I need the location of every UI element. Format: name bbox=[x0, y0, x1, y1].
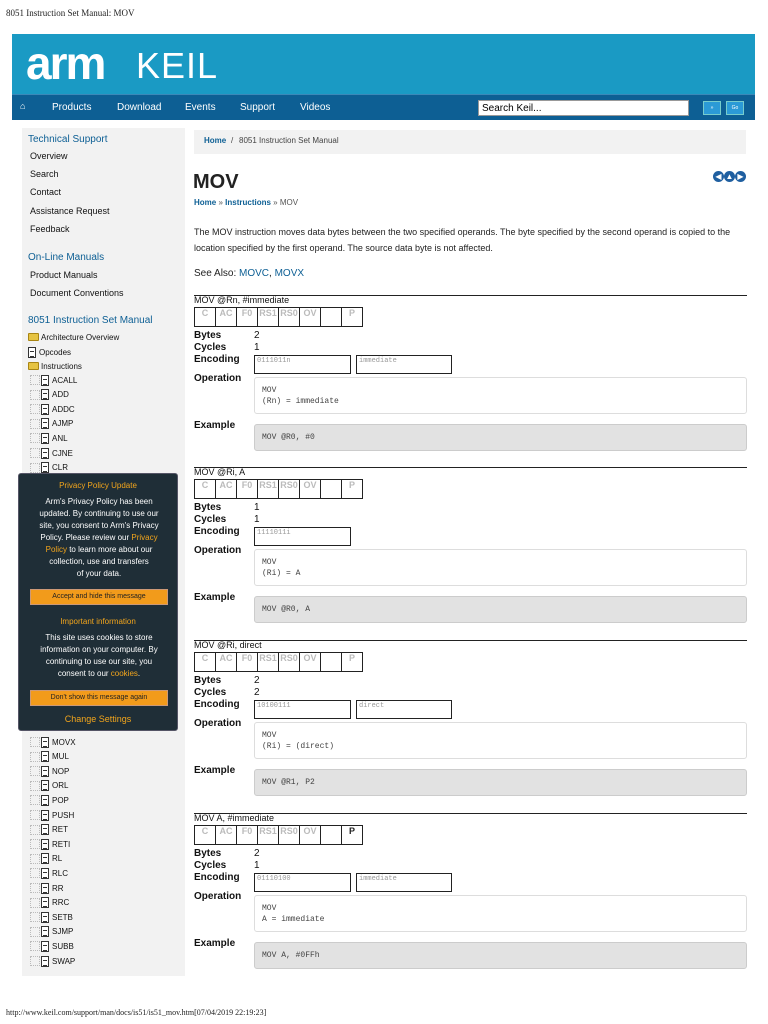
flag-cell: P bbox=[341, 307, 363, 327]
tree-line-icon bbox=[30, 941, 40, 951]
privacy-policy-link-2[interactable]: Policy bbox=[45, 545, 67, 554]
see-also-movc-link[interactable]: MOVC bbox=[239, 268, 270, 279]
sub-breadcrumb-home[interactable]: Home bbox=[194, 198, 217, 207]
tree-line-icon bbox=[30, 883, 40, 893]
document-icon bbox=[41, 404, 49, 415]
flag-cell: RS0 bbox=[278, 825, 300, 845]
site-banner bbox=[12, 34, 755, 94]
encoding-label: Encoding bbox=[194, 872, 240, 883]
encoding-operand-box: direct bbox=[356, 700, 452, 719]
operation-label: Operation bbox=[194, 891, 242, 902]
encoding-label: Encoding bbox=[194, 354, 240, 365]
tree-line-icon bbox=[30, 752, 40, 762]
tree-item-instruction[interactable]: RLC bbox=[30, 866, 68, 880]
flag-cell: F0 bbox=[236, 652, 258, 672]
keil-logo[interactable]: KEIL bbox=[136, 45, 219, 86]
instruction-title: MOV @Ri, A bbox=[194, 467, 246, 477]
tree-line-icon bbox=[30, 839, 40, 849]
tree-item-instruction[interactable]: CJNE bbox=[30, 446, 73, 460]
tree-line-icon bbox=[30, 927, 40, 937]
next-arrow-icon[interactable]: ▶ bbox=[735, 171, 746, 182]
document-icon bbox=[41, 956, 49, 967]
sidebar-head-isa-manual[interactable]: 8051 Instruction Set Manual bbox=[28, 315, 153, 326]
operation-label: Operation bbox=[194, 545, 242, 556]
example-label: Example bbox=[194, 420, 236, 431]
tree-line-icon bbox=[30, 419, 40, 429]
flag-cell: P bbox=[341, 652, 363, 672]
document-icon bbox=[41, 751, 49, 762]
document-icon bbox=[41, 853, 49, 864]
tree-line-icon bbox=[30, 781, 40, 791]
privacy-policy-link[interactable]: Privacy bbox=[131, 533, 158, 542]
flag-cell: F0 bbox=[236, 307, 258, 327]
cycles-label: Cycles bbox=[194, 860, 227, 871]
operation-box: MOV (Rn) = immediate bbox=[254, 377, 747, 414]
document-icon bbox=[41, 839, 49, 850]
example-box: MOV @R0, A bbox=[254, 596, 747, 623]
bytes-label: Bytes bbox=[194, 848, 222, 859]
print-footer: http://www.keil.com/support/man/docs/is51/is51_mov.htm[07/04/2019 22:19:23] bbox=[6, 1008, 267, 1017]
example-box: MOV @R0, #0 bbox=[254, 424, 747, 451]
document-icon bbox=[41, 375, 49, 386]
sidebar-link-search[interactable]: Search bbox=[30, 169, 59, 179]
flag-cell: C bbox=[194, 479, 216, 499]
document-icon bbox=[41, 448, 49, 459]
breadcrumb-current: 8051 Instruction Set Manual bbox=[239, 136, 339, 145]
document-icon bbox=[41, 737, 49, 748]
instruction-title: MOV @Ri, direct bbox=[194, 640, 262, 650]
tree-item-instruction[interactable]: POP bbox=[30, 793, 69, 807]
cycles-value: 1 bbox=[254, 342, 260, 353]
tree-line-icon bbox=[30, 375, 40, 385]
cycles-value: 1 bbox=[254, 860, 260, 871]
flag-cell: OV bbox=[299, 479, 321, 499]
flag-cell: C bbox=[194, 652, 216, 672]
tree-item-instruction[interactable]: ADD bbox=[30, 388, 69, 402]
sub-breadcrumb-current: MOV bbox=[279, 198, 299, 207]
section-divider bbox=[194, 467, 747, 468]
tree-line-icon bbox=[30, 404, 40, 414]
tree-item-instruction[interactable]: PUSH bbox=[30, 808, 74, 822]
sub-breadcrumb-instructions[interactable]: Instructions bbox=[225, 198, 271, 207]
flag-cell: OV bbox=[299, 825, 321, 845]
operation-label: Operation bbox=[194, 718, 242, 729]
tree-item-instruction[interactable]: ORL bbox=[30, 779, 68, 793]
document-icon bbox=[28, 347, 36, 358]
privacy-title: Privacy Policy Update bbox=[59, 481, 137, 490]
encoding-label: Encoding bbox=[194, 526, 240, 537]
document-icon bbox=[41, 912, 49, 923]
tree-line-icon bbox=[30, 737, 40, 747]
tree-line-icon bbox=[30, 956, 40, 966]
tree-item-instruction[interactable]: RL bbox=[30, 852, 62, 866]
section-divider bbox=[194, 813, 747, 814]
privacy-popup bbox=[18, 473, 178, 731]
nav-download[interactable]: Download bbox=[117, 102, 162, 113]
breadcrumb-separator: / bbox=[231, 136, 234, 145]
tree-item-instruction[interactable]: AJMP bbox=[30, 417, 73, 431]
breadcrumb-home[interactable]: Home bbox=[204, 136, 227, 145]
document-icon bbox=[41, 780, 49, 791]
sidebar-head-online-manuals[interactable]: On-Line Manuals bbox=[28, 252, 105, 263]
nav-events[interactable]: Events bbox=[185, 102, 216, 113]
nav-videos[interactable]: Videos bbox=[300, 102, 331, 113]
tree-item-instruction[interactable]: ANL bbox=[30, 431, 68, 445]
tree-line-icon bbox=[30, 825, 40, 835]
bytes-value: 2 bbox=[254, 675, 260, 686]
main-nav bbox=[12, 94, 755, 120]
bytes-value: 1 bbox=[254, 502, 260, 513]
flag-cell: AC bbox=[215, 307, 237, 327]
tree-item-instruction[interactable]: SJMP bbox=[30, 925, 73, 939]
arm-logo[interactable]: arm bbox=[26, 37, 105, 89]
breadcrumb bbox=[194, 130, 746, 154]
sub-breadcrumb: Home » Instructions » MOV bbox=[194, 198, 299, 207]
flag-cell: RS0 bbox=[278, 479, 300, 499]
operation-label: Operation bbox=[194, 373, 242, 384]
example-label: Example bbox=[194, 765, 236, 776]
home-icon[interactable]: ⌂ bbox=[20, 101, 26, 111]
section-divider bbox=[194, 640, 747, 641]
cycles-value: 2 bbox=[254, 687, 260, 698]
cookies-link[interactable]: cookies bbox=[110, 669, 138, 678]
instruction-title: MOV A, #immediate bbox=[194, 813, 275, 823]
flags-table bbox=[194, 479, 363, 499]
cycles-label: Cycles bbox=[194, 514, 227, 525]
sidebar-link-product-manuals[interactable]: Product Manuals bbox=[30, 270, 98, 280]
tree-item-instructions[interactable]: Instructions bbox=[28, 359, 82, 373]
tree-item-instruction[interactable]: ACALL bbox=[30, 373, 77, 387]
tree-item-instruction[interactable]: NOP bbox=[30, 764, 69, 778]
tree-item-opcodes[interactable]: Opcodes bbox=[28, 345, 71, 359]
tree-line-icon bbox=[30, 912, 40, 922]
print-title: 8051 Instruction Set Manual: MOV bbox=[6, 8, 135, 18]
document-icon bbox=[41, 389, 49, 400]
page-title: MOV bbox=[193, 171, 239, 193]
bytes-value: 2 bbox=[254, 848, 260, 859]
nav-products[interactable]: Products bbox=[52, 102, 92, 113]
flag-cell: RS1 bbox=[257, 479, 279, 499]
flag-cell bbox=[320, 652, 342, 672]
document-icon bbox=[41, 824, 49, 835]
bytes-value: 2 bbox=[254, 330, 260, 341]
flag-cell: RS1 bbox=[257, 652, 279, 672]
tree-item-instruction[interactable]: RR bbox=[30, 881, 64, 895]
nav-support[interactable]: Support bbox=[240, 102, 276, 113]
operation-box: MOV (Ri) = (direct) bbox=[254, 722, 747, 759]
encoding-opcode-box: 01110100 bbox=[254, 873, 351, 892]
flag-cell bbox=[320, 479, 342, 499]
document-icon bbox=[41, 795, 49, 806]
document-icon bbox=[41, 418, 49, 429]
flag-cell: OV bbox=[299, 307, 321, 327]
flag-cell: RS0 bbox=[278, 652, 300, 672]
bytes-label: Bytes bbox=[194, 675, 222, 686]
sidebar-link-document-conventions[interactable]: Document Conventions bbox=[30, 288, 124, 298]
tree-line-icon bbox=[30, 390, 40, 400]
encoding-operand-box: immediate bbox=[356, 873, 452, 892]
encoding-operand-box: immediate bbox=[356, 355, 452, 374]
example-label: Example bbox=[194, 938, 236, 949]
example-label: Example bbox=[194, 592, 236, 603]
example-box: MOV A, #0FFh bbox=[254, 942, 747, 969]
flag-cell: C bbox=[194, 307, 216, 327]
sidebar-link-assistance-request[interactable]: Assistance Request bbox=[30, 206, 110, 216]
flag-cell: AC bbox=[215, 825, 237, 845]
tree-line-icon bbox=[30, 810, 40, 820]
flag-cell: AC bbox=[215, 652, 237, 672]
bytes-label: Bytes bbox=[194, 330, 222, 341]
cycles-label: Cycles bbox=[194, 687, 227, 698]
tree-line-icon bbox=[30, 868, 40, 878]
document-icon bbox=[41, 868, 49, 879]
tree-item-instruction[interactable]: ADDC bbox=[30, 402, 75, 416]
flag-cell bbox=[320, 307, 342, 327]
tree-item-architecture[interactable]: Architecture Overview bbox=[28, 330, 119, 344]
flag-cell: C bbox=[194, 825, 216, 845]
tree-item-instruction[interactable]: CLR bbox=[30, 461, 68, 475]
document-icon bbox=[41, 941, 49, 952]
search-options-button[interactable]: » bbox=[703, 101, 721, 115]
tree-line-icon bbox=[30, 448, 40, 458]
sidebar-head-technical-support[interactable]: Technical Support bbox=[28, 134, 108, 145]
tree-line-icon bbox=[30, 463, 40, 473]
search-go-button[interactable]: Go bbox=[726, 101, 744, 115]
tree-line-icon bbox=[30, 898, 40, 908]
see-also: See Also: MOVC, MOVX bbox=[194, 268, 305, 279]
flag-cell bbox=[320, 825, 342, 845]
flags-table bbox=[194, 825, 363, 845]
flag-cell: RS0 bbox=[278, 307, 300, 327]
tree-line-icon bbox=[30, 766, 40, 776]
flag-cell: OV bbox=[299, 652, 321, 672]
see-also-movx-link[interactable]: MOVX bbox=[274, 268, 305, 279]
privacy-text: Arm's Privacy Policy has been updated. By continuing to use our site, you consent to Arm's Privacy Policy. Please review our Privacy Policy to learn more about our collection, use and transfers of your data. bbox=[39, 497, 159, 578]
document-icon bbox=[41, 897, 49, 908]
search-input[interactable] bbox=[478, 100, 689, 116]
cookie-text: This site uses cookies to store information on your computer. By continuing to use our site, you consent to our cookies. bbox=[40, 633, 158, 678]
dont-show-button[interactable]: Don't show this message again bbox=[30, 690, 168, 706]
instruction-title: MOV @Rn, #immediate bbox=[194, 295, 290, 305]
bytes-label: Bytes bbox=[194, 502, 222, 513]
change-settings-link[interactable]: Change Settings bbox=[64, 714, 132, 724]
flag-cell: RS1 bbox=[257, 825, 279, 845]
tree-item-instruction[interactable]: RRC bbox=[30, 896, 69, 910]
tree-item-instruction[interactable]: MOVX bbox=[30, 735, 76, 749]
sidebar-link-overview[interactable]: Overview bbox=[30, 151, 68, 161]
cycles-value: 1 bbox=[254, 514, 260, 525]
description: The MOV instruction moves data bytes between the two specified operands. The byte specified by the second operand is copied to the location specified by the first operand. The source data byte is not affected. bbox=[194, 227, 731, 253]
tree-line-icon bbox=[30, 433, 40, 443]
document-icon bbox=[41, 810, 49, 821]
tree-item-instruction[interactable]: SWAP bbox=[30, 954, 75, 968]
document-icon bbox=[41, 766, 49, 777]
document-icon bbox=[41, 462, 49, 473]
flag-cell: P bbox=[341, 479, 363, 499]
flag-cell: P bbox=[341, 825, 363, 845]
encoding-opcode-box: 0111011n bbox=[254, 355, 351, 374]
up-arrow-icon[interactable]: ▲ bbox=[725, 172, 734, 181]
flag-cell: AC bbox=[215, 479, 237, 499]
tree-item-instruction[interactable]: RETI bbox=[30, 837, 70, 851]
encoding-label: Encoding bbox=[194, 699, 240, 710]
tree-item-instruction[interactable]: RET bbox=[30, 823, 68, 837]
document-icon bbox=[41, 926, 49, 937]
flags-table bbox=[194, 307, 363, 327]
tree-line-icon bbox=[30, 795, 40, 805]
important-info-title: Important information bbox=[60, 617, 136, 626]
document-icon bbox=[41, 433, 49, 444]
folder-icon bbox=[28, 333, 39, 341]
document-icon bbox=[41, 883, 49, 894]
tree-item-instruction[interactable]: SETB bbox=[30, 910, 73, 924]
cycles-label: Cycles bbox=[194, 342, 227, 353]
encoding-opcode-box: 1111011i bbox=[254, 527, 351, 546]
flag-cell: F0 bbox=[236, 825, 258, 845]
folder-open-icon bbox=[28, 362, 39, 370]
operation-box: MOV (Ri) = A bbox=[254, 549, 747, 586]
tree-item-instruction[interactable]: MUL bbox=[30, 750, 69, 764]
flag-cell: RS1 bbox=[257, 307, 279, 327]
flag-cell: F0 bbox=[236, 479, 258, 499]
tree-item-instruction[interactable]: SUBB bbox=[30, 939, 74, 953]
prev-arrow-icon[interactable]: ◀ bbox=[713, 171, 724, 182]
encoding-opcode-box: 10100111 bbox=[254, 700, 351, 719]
example-box: MOV @R1, P2 bbox=[254, 769, 747, 796]
flags-table bbox=[194, 652, 363, 672]
sidebar-link-contact[interactable]: Contact bbox=[30, 187, 62, 197]
accept-hide-button[interactable]: Accept and hide this message bbox=[30, 589, 168, 605]
sidebar-link-feedback[interactable]: Feedback bbox=[30, 224, 70, 234]
operation-box: MOV A = immediate bbox=[254, 895, 747, 932]
tree-line-icon bbox=[30, 854, 40, 864]
